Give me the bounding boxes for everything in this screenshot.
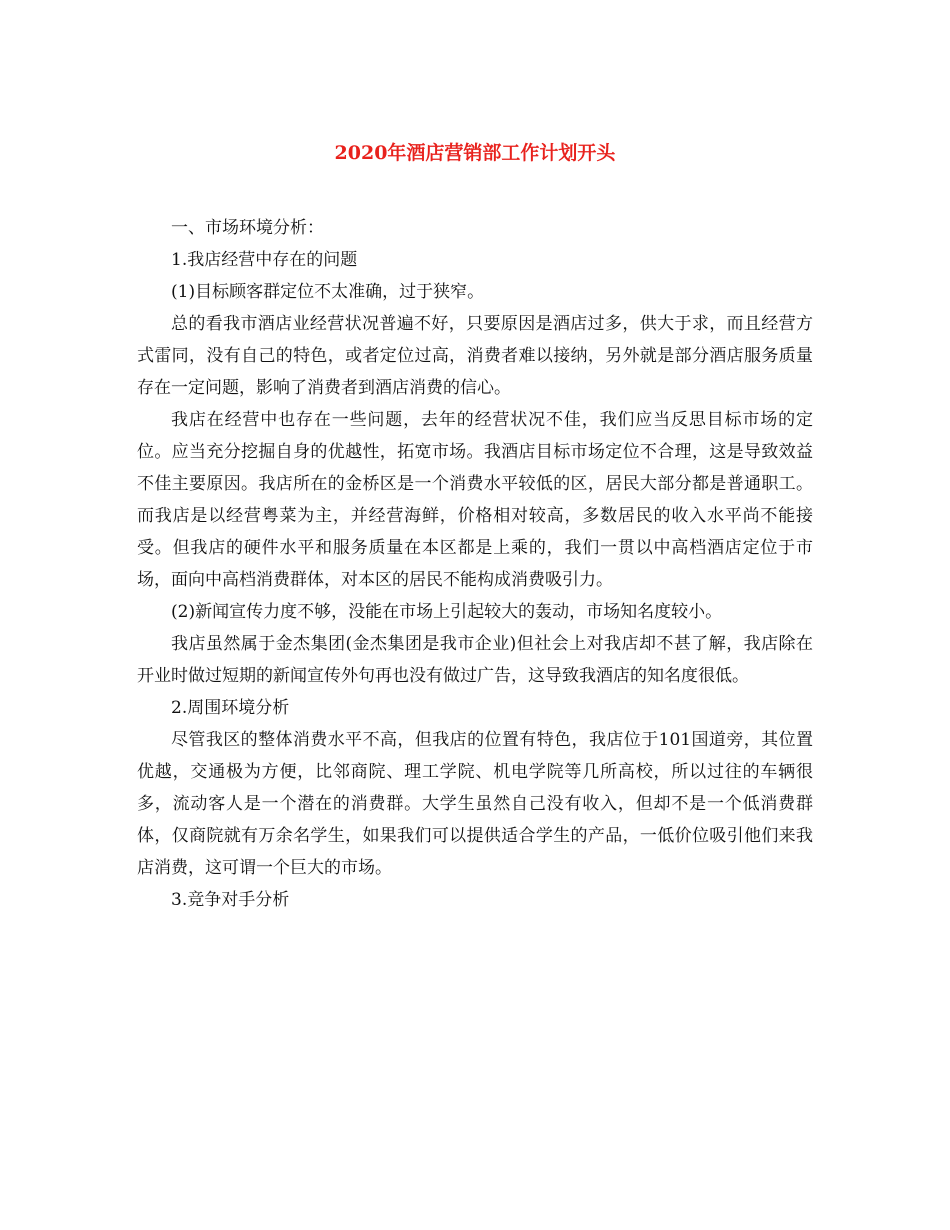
point-target-customers: (1)目标顾客群定位不太准确，过于狭窄。	[171, 282, 485, 302]
subheading-competitors: 3.竞争对手分析	[171, 890, 290, 910]
paragraph: 尽管我区的整体消费水平不高，但我店的位置有特色，我店位于101国道旁，其位置优越，交通极为方便，比邻商院、理工学院、机电学院等几所高校，所以过往的车辆很多，流动客人是一个潜在的消费群。大学生虽然自己没有收入，但却不是一个低消费群体，仅商院就有万余名学生，如果我们可以提供适合学生的产品，一低价位吸引他们来我店消费，这可谓一个巨大的市场。	[137, 730, 813, 878]
paragraph: 我店虽然属于金杰集团(金杰集团是我市企业)但社会上对我店却不甚了解，我店除在开业时做过短期的新闻宣传外句再也没有做过广告，这导致我酒店的知名度很低。	[137, 634, 813, 686]
paragraph: 总的看我市酒店业经营状况普遍不好，只要原因是酒店过多，供大于求，而且经营方式雷同，没有自己的特色，或者定位过高，消费者难以接纳，另外就是部分酒店服务质量存在一定问题，影响了消费者到酒店消费的信心。	[137, 314, 813, 398]
subheading-existing-problems: 1.我店经营中存在的问题	[171, 250, 358, 270]
subheading-surroundings: 2.周围环境分析	[171, 698, 290, 718]
section-heading-market-analysis: 一、市场环境分析：	[171, 218, 324, 238]
paragraph: 我店在经营中也存在一些问题，去年的经营状况不佳，我们应当反思目标市场的定位。应当充分挖掘自身的优越性，拓宽市场。我酒店目标市场定位不合理，这是导致效益不佳主要原因。我店所在的金桥区是一个消费水平较低的区，居民大部分都是普通职工。而我店是以经营粤菜为主，并经营海鲜，价格相对较高，多数居民的收入水平尚不能接受。但我店的硬件水平和服务质量在本区都是上乘的，我们一贯以中高档酒店定位于市场，面向中高档消费群体，对本区的居民不能构成消费吸引力。	[137, 410, 813, 590]
document-body	[137, 212, 813, 916]
point-publicity: (2)新闻宣传力度不够，没能在市场上引起较大的轰动，市场知名度较小。	[171, 602, 723, 622]
document-title: 2020年酒店营销部工作计划开头	[334, 142, 616, 164]
